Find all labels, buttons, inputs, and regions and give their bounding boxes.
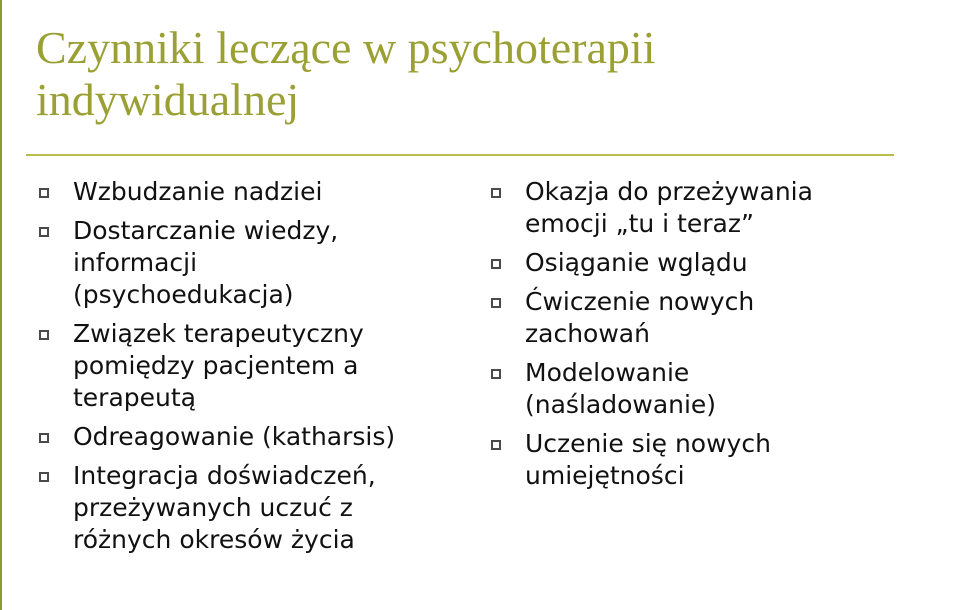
slide-title [36,22,916,126]
slide-title-line-1: Czynniki leczące w psychoterapii [36,22,656,73]
list-item-line: Odreagowanie (katharsis) [73,422,396,451]
hollow-square-bullet-icon [491,188,501,198]
hollow-square-bullet-icon [39,227,49,237]
hollow-square-bullet-icon [39,330,49,340]
list-item [488,176,908,240]
list-item [488,357,908,421]
list-item-line: Osiąganie wglądu [525,248,748,277]
left-edge-rule [0,0,2,610]
list-item-line: zachowań [525,319,650,348]
hollow-square-bullet-icon [39,433,49,443]
list-item-line: przeżywanych uczuć z [73,493,353,522]
list-item [488,428,908,492]
list-item-line: Uczenie się nowych [525,429,771,458]
right-bullet-list [488,176,908,499]
left-bullet-list [36,176,456,563]
title-divider [26,154,894,156]
list-item-line: Okazja do przeżywania [525,177,813,206]
list-item-line: informacji [73,248,198,277]
list-item [488,286,908,350]
list-item [36,215,456,311]
hollow-square-bullet-icon [39,472,49,482]
list-item [36,176,456,208]
list-item-line: Integracja doświadczeń, [73,461,376,490]
list-item-line: (psychoedukacja) [73,280,294,309]
hollow-square-bullet-icon [491,259,501,269]
hollow-square-bullet-icon [491,440,501,450]
list-item-line: Związek terapeutyczny [73,319,364,348]
list-item-line: Modelowanie [525,358,690,387]
list-item-line: emocji „tu i teraz” [525,209,754,238]
list-item-line: (naśladowanie) [525,390,717,419]
list-item-line: umiejętności [525,461,685,490]
list-item [488,247,908,279]
hollow-square-bullet-icon [491,298,501,308]
list-item-line: różnych okresów życia [73,525,355,554]
slide-title-line-2: indywidualnej [36,74,300,125]
list-item-line: Ćwiczenie nowych [525,287,755,316]
hollow-square-bullet-icon [39,188,49,198]
list-item-line: terapeutą [73,383,196,412]
list-item [36,460,456,556]
hollow-square-bullet-icon [491,369,501,379]
list-item-line: Wzbudzanie nadziei [73,177,323,206]
list-item [36,318,456,414]
list-item [36,421,456,453]
list-item-line: pomiędzy pacjentem a [73,351,359,380]
list-item-line: Dostarczanie wiedzy, [73,216,339,245]
